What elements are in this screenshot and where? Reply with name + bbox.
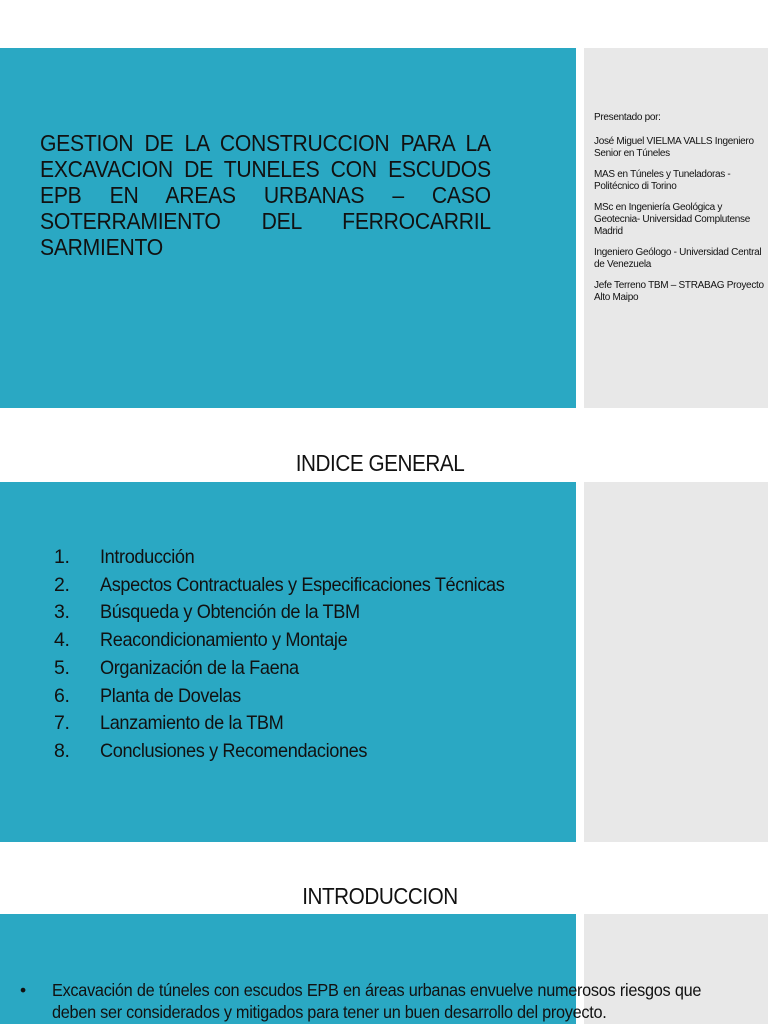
bullet-text: Excavación de túneles con escudos EPB en áreas urbanas envuelve numerosos riesgos que deben ser considerados y mitigados para tener un buen desarrollo del proyecto.: [52, 980, 702, 1022]
toc-item: [54, 599, 574, 627]
bullet-icon: •: [20, 980, 27, 1000]
presenter-line: Jefe Terreno TBM – STRABAG Proyecto Alto Maipo: [594, 280, 764, 303]
toc-item: [54, 655, 574, 683]
toc-item: [54, 544, 574, 572]
toc-number: 8.: [54, 739, 70, 762]
toc-text: Reacondicionamiento y Montaje: [100, 629, 348, 652]
toc-text: Introducción: [100, 546, 195, 568]
toc-text: Organización de la Faena: [100, 656, 299, 679]
toc-item: [54, 683, 574, 711]
presenter-intro: Presentado por:: [594, 112, 661, 123]
toc-number: 3.: [54, 601, 70, 624]
toc-item: [54, 710, 574, 738]
toc-number: 4.: [54, 629, 70, 652]
toc-number: 2.: [54, 573, 70, 596]
toc-text: Conclusiones y Recomendaciones: [100, 739, 368, 762]
toc-text: Planta de Dovelas: [100, 684, 241, 707]
toc-text: Búsqueda y Obtención de la TBM: [100, 601, 360, 624]
toc-number: 5.: [54, 656, 70, 679]
index-sidebar: [584, 482, 768, 842]
toc-item: [54, 572, 574, 600]
presenter-line: Ingeniero Geólogo - Universidad Central de Venezuela: [594, 247, 762, 270]
table-of-contents: [54, 544, 574, 766]
presentation-title: GESTION DE LA CONSTRUCCION PARA LA EXCAVACION DE TUNELES CON ESCUDOS EPB EN AREAS URBANAS – CASO SOTERRAMIENTO DEL FERROCARRIL SARMIENTO: [40, 130, 491, 260]
toc-text: Aspectos Contractuales y Especificaciones Técnicas: [100, 573, 505, 596]
presenter-line: MSc en Ingeniería Geológica y Geotecnia- Universidad Complutense Madrid: [594, 202, 750, 237]
index-heading: INDICE GENERAL: [295, 450, 465, 476]
toc-item: [54, 627, 574, 655]
toc-number: 6.: [54, 684, 70, 707]
presenter-info: [594, 112, 766, 313]
introduction-bullet: [20, 979, 750, 1023]
toc-number: 7.: [54, 712, 70, 735]
toc-number: 1.: [54, 546, 70, 568]
toc-text: Lanzamiento de la TBM: [100, 712, 284, 735]
toc-item: [54, 738, 574, 766]
presenter-line: José Miguel VIELMA VALLS Ingeniero Senior en Túneles: [594, 136, 754, 159]
presenter-line: MAS en Túneles y Tuneladoras - Politécnico di Torino: [594, 169, 731, 192]
introduction-heading: INTRODUCCION: [302, 883, 458, 909]
